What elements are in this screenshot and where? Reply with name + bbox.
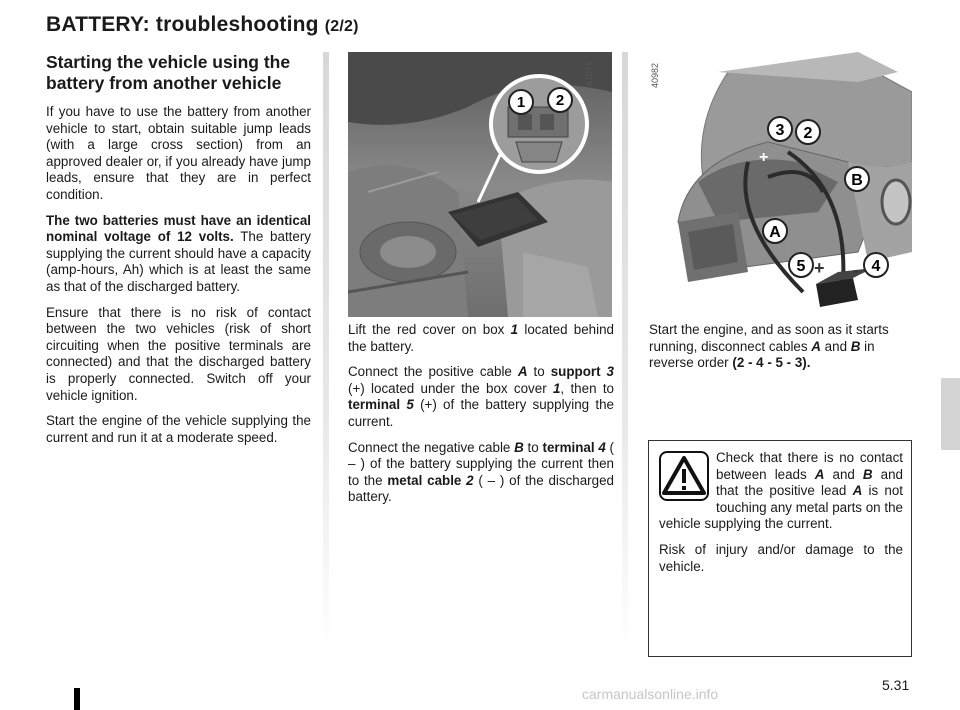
section-heading: Starting the vehicle using the battery from another vehicle [46, 52, 291, 93]
paragraph-connect-negative: Connect the negative cable B to terminal 4 ( – ) of the battery supplying the current then to the metal cable 2 ( – ) of the discharged battery. [348, 439, 614, 505]
middle-column [348, 322, 614, 515]
figure-fuse-box-cover [348, 52, 612, 317]
paragraph-start-engine: Start the engine of the vehicle supplying the current and run it at a moderate speed. [46, 413, 311, 445]
figure-jump-start-connection [648, 52, 912, 317]
paragraph-voltage: The two batteries must have an identical nominal voltage of 12 volts. The battery supplying the current should have a capacity (amp-hours, Ah) which is at least the same as that of the discharged battery. [46, 212, 311, 294]
svg-text:4: 4 [871, 258, 881, 275]
paragraph-disconnect: Start the engine, and as soon as it starts running, disconnect cables A and B in reverse order (2 - 4 - 5 - 3). [649, 322, 889, 371]
left-column [46, 52, 311, 455]
svg-text:-: - [853, 260, 859, 280]
warning-risk: Risk of injury and/or damage to the vehicle. [659, 541, 903, 574]
page-title-part: (2/2) [324, 18, 359, 35]
svg-text:+: + [759, 149, 769, 166]
paragraph-contact-risk: Ensure that there is no risk of contact between the two vehicles (risk of short circuiting when the positive terminals are connected) and that the discharged battery is properly connected. Switch off your vehicle ignition. [46, 304, 311, 403]
figure-code: 41076 [584, 60, 594, 86]
paragraph-jump-leads: If you have to use the battery from another vehicle to start, obtain suitable jump leads (with a large cross section) from an approved dealer or, if you already have jump leads, ensure that they are in perfect condition. [46, 104, 311, 202]
svg-text:+: + [814, 258, 825, 278]
paragraph-connect-positive: Connect the positive cable A to support 3 (+) located under the box cover 1, then to terminal 5 (+) of the battery supplying the current. [348, 364, 614, 429]
svg-text:3: 3 [775, 122, 785, 139]
right-column [649, 322, 912, 381]
page-title: BATTERY: troubleshooting (2/2) [46, 13, 359, 36]
svg-text:2: 2 [803, 125, 813, 142]
page-number: 5.31 [882, 677, 910, 693]
svg-text:A: A [769, 224, 781, 241]
figure-code: 40982 [650, 62, 660, 88]
warning-box [648, 440, 912, 657]
paragraph-lift-cover: Lift the red cover on box 1 located behind the battery. [348, 322, 614, 354]
warning-contact: Check that there is no contact between leads A and B and that the positive lead A is not touching any metal parts on the vehicle supplying the current. [659, 450, 903, 532]
warning-text [659, 450, 903, 584]
svg-text:1: 1 [516, 94, 526, 111]
watermark: carmanualsonline.info [582, 686, 719, 702]
svg-text:5: 5 [796, 258, 806, 275]
svg-text:2: 2 [555, 92, 565, 109]
chapter-tab [941, 378, 960, 450]
corner-mark [74, 688, 80, 710]
column-divider-right [622, 52, 628, 652]
svg-text:B: B [851, 172, 863, 189]
column-divider-left [323, 52, 329, 652]
